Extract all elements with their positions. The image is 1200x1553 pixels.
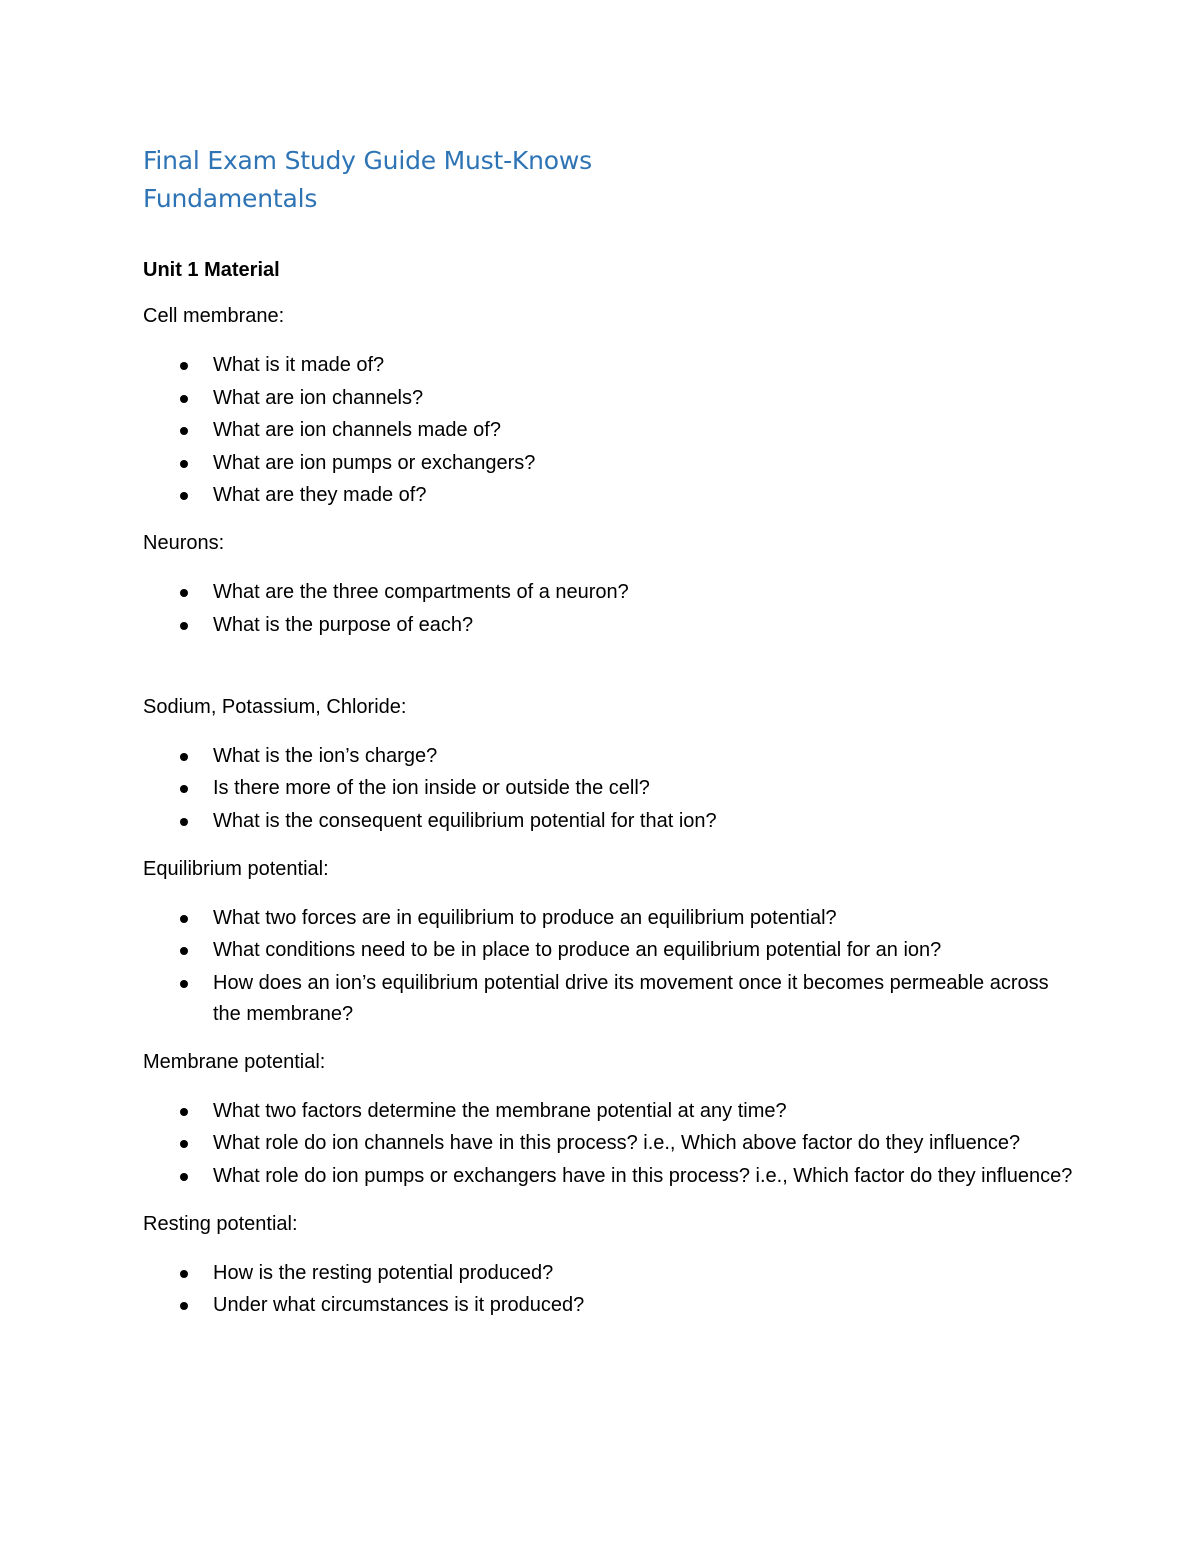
section-heading-equilibrium-potential: Equilibrium potential:	[143, 857, 329, 880]
list-item: What is it made of?	[143, 350, 1073, 381]
bullet-dot-icon	[180, 818, 188, 826]
bullet-dot-icon	[180, 395, 188, 403]
bullet-dot-icon	[180, 980, 188, 988]
bullet-dot-icon	[180, 362, 188, 370]
list-item: Under what circumstances is it produced?	[143, 1290, 1073, 1321]
list-item: What are they made of?	[143, 480, 1073, 511]
bullet-list-cell-membrane	[143, 350, 1073, 511]
list-item: Is there more of the ion inside or outside the cell?	[143, 773, 1073, 804]
bullet-list-membrane-potential	[143, 1096, 1073, 1192]
bullet-dot-icon	[180, 785, 188, 793]
list-item: What are ion channels?	[143, 383, 1073, 414]
bullet-list-resting-potential	[143, 1258, 1073, 1322]
bullet-list-neurons	[143, 577, 1073, 641]
bullet-dot-icon	[180, 1140, 188, 1148]
bullet-list-ions	[143, 741, 1073, 837]
list-item: What are ion channels made of?	[143, 415, 1073, 446]
section-heading-resting-potential: Resting potential:	[143, 1212, 298, 1235]
bullet-dot-icon	[180, 1173, 188, 1181]
document-body	[143, 142, 1073, 1323]
list-item: What two forces are in equilibrium to produce an equilibrium potential?	[143, 903, 1073, 934]
document-title	[143, 142, 1073, 218]
bullet-dot-icon	[180, 1302, 188, 1310]
bullet-dot-icon	[180, 427, 188, 435]
bullet-dot-icon	[180, 622, 188, 630]
bullet-dot-icon	[180, 947, 188, 955]
section-heading-neurons: Neurons:	[143, 532, 225, 554]
bullet-dot-icon	[180, 915, 188, 923]
list-item: What conditions need to be in place to produce an equilibrium potential for an ion?	[143, 935, 1073, 966]
list-item: How does an ion’s equilibrium potential drive its movement once it becomes permeable across the membrane?	[143, 968, 1073, 1030]
list-item: How is the resting potential produced?	[143, 1258, 1073, 1289]
list-item: What role do ion pumps or exchangers have in this process? i.e., Which factor do they influence?	[143, 1161, 1073, 1192]
section-heading-ions: Sodium, Potassium, Chloride:	[143, 695, 407, 718]
unit-heading: Unit 1 Material	[143, 259, 280, 281]
bullet-dot-icon	[180, 492, 188, 500]
list-item: What is the purpose of each?	[143, 610, 1073, 641]
list-item: What is the ion’s charge?	[143, 741, 1073, 772]
section-heading-cell-membrane: Cell membrane:	[143, 305, 285, 327]
title-line-2: Fundamentals	[143, 184, 318, 213]
section-heading-membrane-potential: Membrane potential:	[143, 1050, 326, 1073]
bullet-list-equilibrium-potential	[143, 903, 1073, 1030]
list-item: What are the three compartments of a neuron?	[143, 577, 1073, 608]
bullet-dot-icon	[180, 460, 188, 468]
bullet-dot-icon	[180, 589, 188, 597]
list-item: What are ion pumps or exchangers?	[143, 448, 1073, 479]
list-item: What two factors determine the membrane potential at any time?	[143, 1096, 1073, 1127]
bullet-dot-icon	[180, 1270, 188, 1278]
bullet-dot-icon	[180, 1108, 188, 1116]
bullet-dot-icon	[180, 753, 188, 761]
list-item: What role do ion channels have in this process? i.e., Which above factor do they influence?	[143, 1128, 1073, 1159]
title-line-1: Final Exam Study Guide Must-Knows	[143, 146, 592, 175]
list-item: What is the consequent equilibrium potential for that ion?	[143, 806, 1073, 837]
